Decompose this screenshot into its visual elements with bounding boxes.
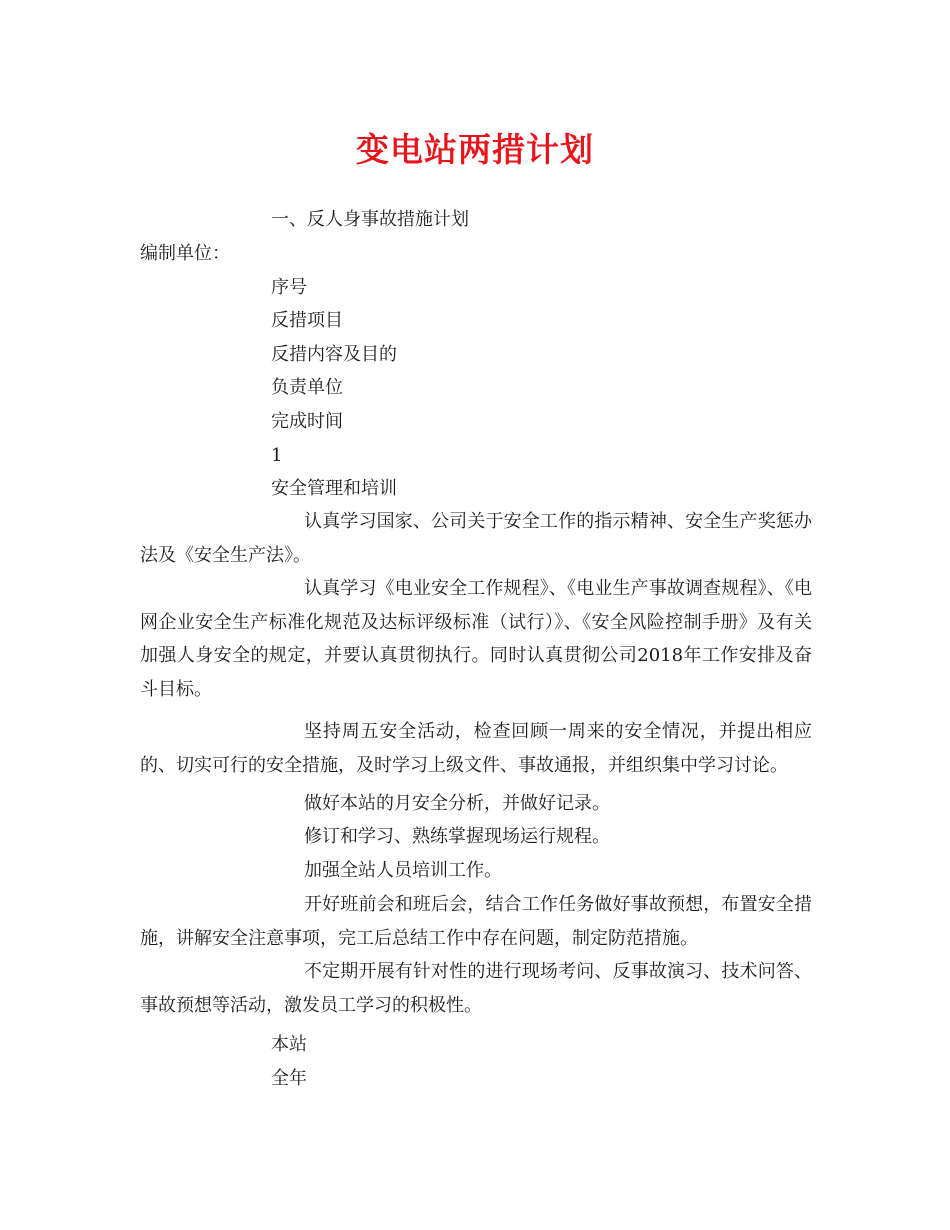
header-project: 反措项目: [271, 310, 343, 331]
content-paragraph: 认真学习国家、公司关于安全工作的指示精神、安全生产奖惩办法及《安全生产法》。: [140, 511, 812, 566]
content-paragraph: 修订和学习、熟练掌握现场运行规程。: [304, 826, 610, 847]
header-responsible: 负责单位: [271, 377, 343, 398]
header-content: 反措内容及目的: [271, 344, 397, 365]
content-paragraph: 开好班前会和班后会，结合工作任务做好事故预想，布置安全措施，讲解安全注意事项，完工后总结工作中存在问题，制定防范措施。: [140, 894, 812, 949]
document-title: 变电站两措计划: [356, 130, 594, 169]
row-number: 1: [271, 445, 283, 466]
row-project: 安全管理和培训: [271, 478, 397, 499]
header-number: 序号: [271, 277, 307, 298]
unit-label: 编制单位：: [140, 243, 230, 264]
row-completion: 全年: [271, 1068, 307, 1089]
content-paragraph: 不定期开展有针对性的进行现场考问、反事故演习、技术问答、事故预想等活动，激发员工学习的积极性。: [140, 961, 812, 1016]
content-paragraph: 坚持周五安全活动，检查回顾一周来的安全情况，并提出相应的、切实可行的安全措施，及时学习上级文件、事故通报，并组织集中学习讨论。: [140, 721, 812, 776]
content-paragraph: 做好本站的月安全分析，并做好记录。: [304, 793, 610, 814]
content-paragraph: 认真学习《电业安全工作规程》、《电业生产事故调查规程》、《电网企业安全生产标准化规范及达标评级标准（试行）》、《安全风险控制手册》及有关加强人身安全的规定，并要认真贯彻执行。同时认真贯彻公司2018年工作安排及奋斗目标。: [140, 578, 812, 700]
row-responsible: 本站: [271, 1034, 307, 1055]
header-completion: 完成时间: [271, 411, 343, 432]
content-paragraph: 加强全站人员培训工作。: [304, 860, 502, 881]
section-heading: 一、反人身事故措施计划: [271, 209, 469, 230]
